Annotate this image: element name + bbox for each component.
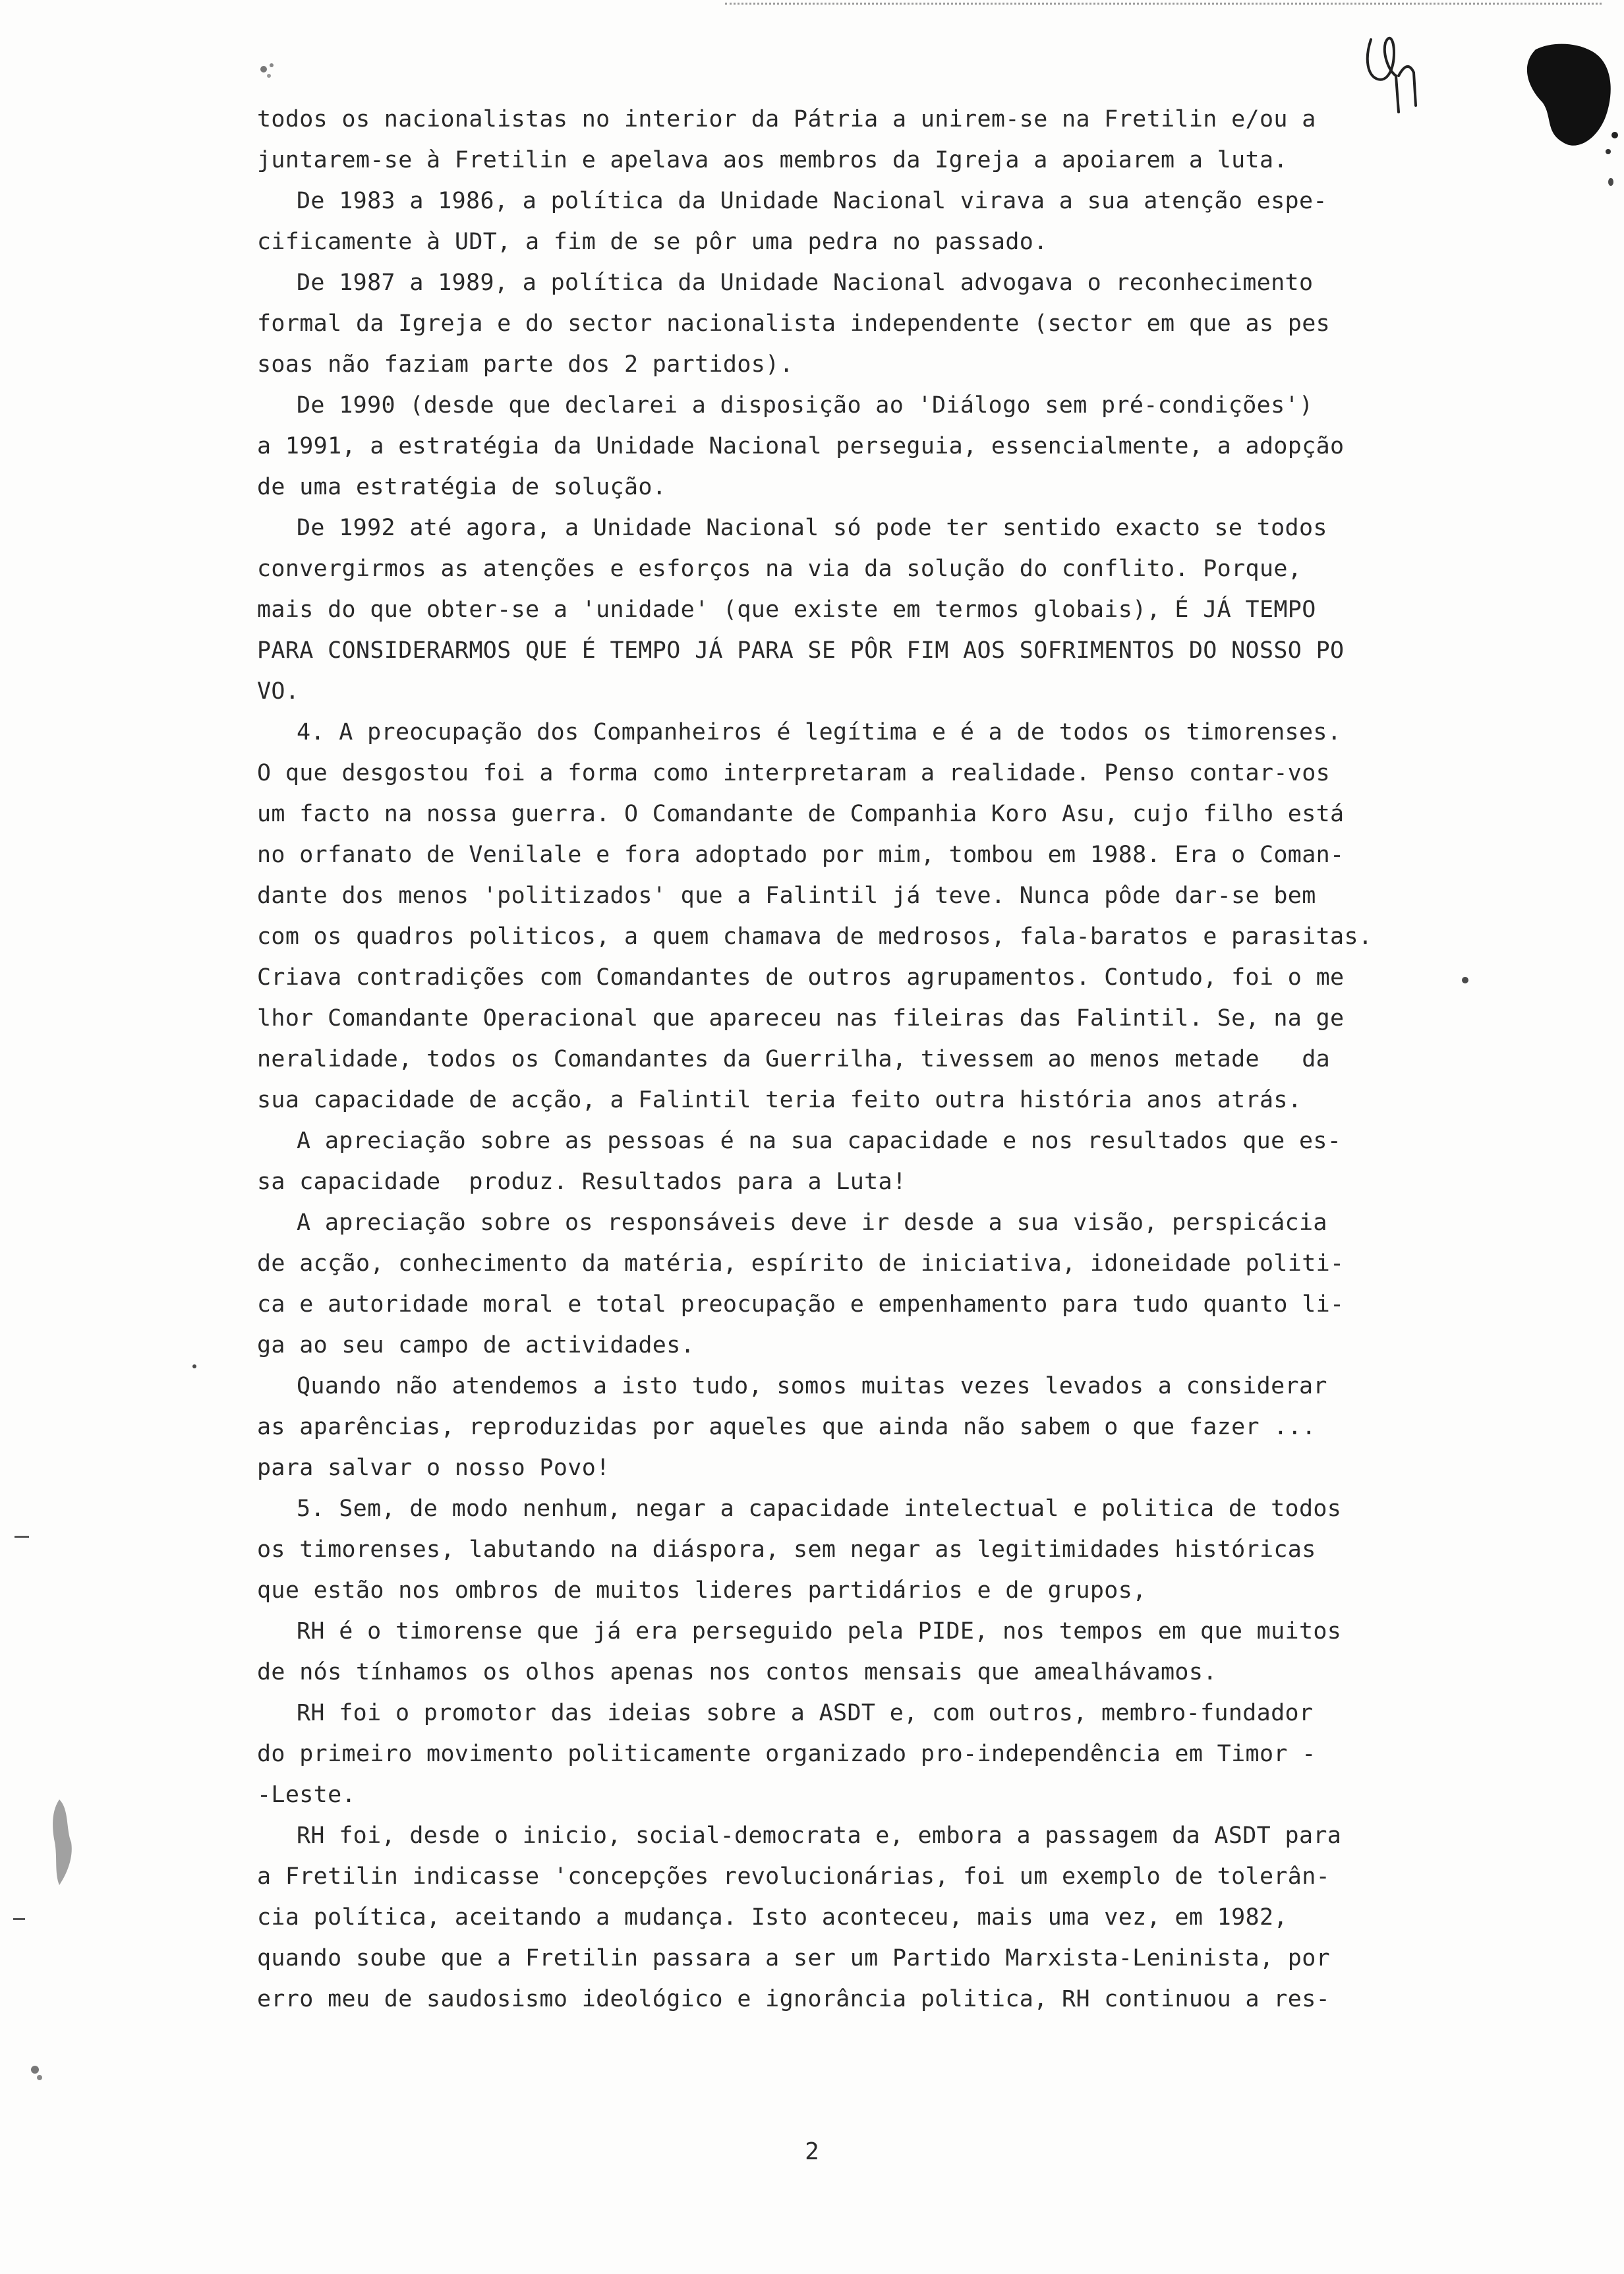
text-line: um facto na nossa guerra. O Comandante de Companhia Koro Asu, cujo filho está (257, 801, 1345, 827)
scan-speck (23, 2056, 49, 2089)
text-line: ga ao seu campo de actividades. (257, 1332, 695, 1358)
scan-smudge (46, 1793, 79, 1892)
text-line: dante dos menos 'politizados' que a Falintil já teve. Nunca pôde dar-se bem (257, 883, 1316, 909)
text-line: ca e autoridade moral e total preocupação e empenhamento para tudo quanto li- (257, 1291, 1345, 1318)
text-line: juntarem-se à Fretilin e apelava aos membros da Igreja a apoiarem a luta. (257, 147, 1288, 173)
text-line: para salvar o nosso Povo! (257, 1455, 610, 1481)
text-line: De 1992 até agora, a Unidade Nacional só pode ter sentido exacto se todos (297, 515, 1327, 541)
scan-edge-artifact (725, 3, 1602, 7)
text-line: soas não faziam parte dos 2 partidos). (257, 351, 794, 378)
text-line: os timorenses, labutando na diáspora, sem negar as legitimidades históricas (257, 1536, 1316, 1563)
scan-speck (1462, 977, 1468, 983)
text-line: de acção, conhecimento da matéria, espírito de iniciativa, idoneidade politi- (257, 1250, 1345, 1277)
text-line: convergirmos as atenções e esforços na via da solução do conflito. Porque, (257, 556, 1302, 582)
text-line: VO. (257, 678, 300, 705)
text-line: a 1991, a estratégia da Unidade Nacional perseguia, essencialmente, a adopção (257, 433, 1345, 459)
text-line: O que desgostou foi a forma como interpretaram a realidade. Penso contar-vos (257, 760, 1331, 786)
text-line: RH foi, desde o inicio, social-democrata e, embora a passagem da ASDT para (297, 1822, 1342, 1849)
text-line: Quando não atendemos a isto tudo, somos muitas vezes levados a considerar (297, 1373, 1327, 1399)
text-line: PARA CONSIDERARMOS QUE É TEMPO JÁ PARA SE PÔR FIM AOS SOFRIMENTOS DO NOSSO PO (257, 637, 1345, 664)
text-line: De 1990 (desde que declarei a disposição ao 'Diálogo sem pré-condições') (297, 392, 1314, 419)
scan-speck (1608, 178, 1613, 186)
text-line: sua capacidade de acção, a Falintil teria feito outra história anos atrás. (257, 1087, 1302, 1113)
text-line: erro meu de saudosismo ideológico e ignorância politica, RH continuou a res- (257, 1986, 1331, 2012)
text-line: -Leste. (257, 1782, 356, 1808)
text-line: de uma estratégia de solução. (257, 474, 667, 500)
text-line: todos os nacionalistas no interior da Pátria a unirem-se na Fretilin e/ou a (257, 106, 1316, 132)
scan-speck (192, 1364, 196, 1368)
text-line: a Fretilin indicasse 'concepções revolucionárias, foi um exemplo de tolerân- (257, 1863, 1331, 1890)
text-line: do primeiro movimento politicamente organizado pro-independência em Timor - (257, 1741, 1316, 1767)
text-line: De 1983 a 1986, a política da Unidade Nacional virava a sua atenção espe- (297, 188, 1327, 214)
text-line: RH é o timorense que já era perseguido pela PIDE, nos tempos em que muitos (297, 1618, 1342, 1645)
text-line: de nós tínhamos os olhos apenas nos contos mensais que amealhávamos. (257, 1659, 1217, 1685)
text-line: cificamente à UDT, a fim de se pôr uma pedra no passado. (257, 229, 1048, 255)
text-line: De 1987 a 1989, a política da Unidade Nacional advogava o reconhecimento (297, 270, 1314, 296)
text-line: com os quadros politicos, a quem chamava de medrosos, fala-baratos e parasitas. (257, 923, 1373, 950)
text-line: as aparências, reproduzidas por aqueles que ainda não sabem o que fazer ... (257, 1414, 1316, 1440)
text-line: 5. Sem, de modo nenhum, negar a capacidade intelectual e politica de todos (297, 1496, 1342, 1522)
text-line: A apreciação sobre os responsáveis deve ir desde a sua visão, perspicácia (297, 1210, 1327, 1236)
text-line: Criava contradições com Comandantes de outros agrupamentos. Contudo, foi o me (257, 964, 1345, 991)
text-line: formal da Igreja e do sector nacionalista independente (sector em que as pes (257, 310, 1331, 337)
typed-text-body (257, 99, 1443, 2020)
text-line: quando soube que a Fretilin passara a ser um Partido Marxista-Leninista, por (257, 1945, 1331, 1971)
scan-mark (14, 1536, 29, 1538)
text-line: sa capacidade produz. Resultados para a Luta! (257, 1169, 907, 1195)
ink-blot (1516, 36, 1621, 168)
text-line: A apreciação sobre as pessoas é na sua capacidade e nos resultados que es- (297, 1128, 1342, 1154)
text-line: cia política, aceitando a mudança. Isto aconteceu, mais uma vez, em 1982, (257, 1904, 1288, 1931)
text-line: RH foi o promotor das ideias sobre a ASDT e, com outros, membro-fundador (297, 1700, 1314, 1726)
text-line: 4. A preocupação dos Companheiros é legítima e é a de todos os timorenses. (297, 719, 1342, 745)
page-number: 2 (805, 2138, 819, 2165)
text-line: que estão nos ombros de muitos lideres partidários e de grupos, (257, 1577, 1147, 1604)
text-line: neralidade, todos os Comandantes da Guerrilha, tivessem ao menos metade da (257, 1046, 1331, 1072)
text-line: mais do que obter-se a 'unidade' (que existe em termos globais), É JÁ TEMPO (257, 597, 1316, 623)
scan-mark (13, 1918, 25, 1920)
scan-speck (250, 56, 283, 89)
text-line: lhor Comandante Operacional que apareceu nas fileiras das Falintil. Se, na ge (257, 1005, 1345, 1032)
text-line: no orfanato de Venilale e fora adoptado por mim, tombou em 1988. Era o Coman- (257, 842, 1345, 868)
